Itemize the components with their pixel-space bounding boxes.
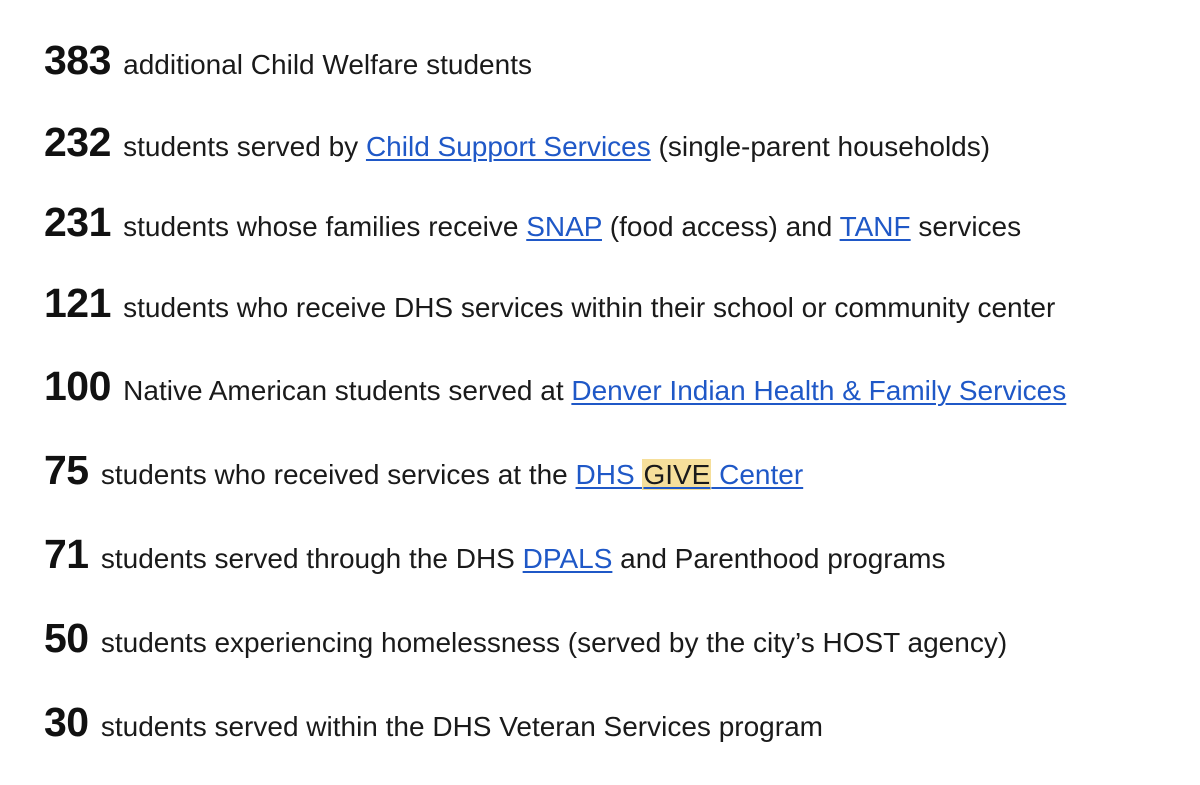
stat-number: 231 bbox=[44, 199, 111, 245]
stat-row bbox=[44, 37, 532, 83]
stat-number: 71 bbox=[44, 531, 89, 577]
service-link[interactable] bbox=[366, 131, 651, 162]
stat-number: 50 bbox=[44, 615, 89, 661]
description-text: students served by bbox=[115, 131, 366, 162]
stat-row bbox=[44, 199, 1022, 245]
description-text: students who receive DHS services within their school or community center bbox=[115, 292, 1056, 323]
stat-number: 121 bbox=[44, 280, 111, 326]
service-link[interactable] bbox=[526, 211, 602, 242]
stat-row bbox=[44, 280, 1056, 326]
stat-description bbox=[93, 627, 1007, 658]
highlighted-link-text: GIVE bbox=[643, 459, 711, 490]
stat-description bbox=[115, 292, 1055, 323]
service-link[interactable] bbox=[571, 375, 1066, 406]
description-text: students who received services at the bbox=[93, 459, 576, 490]
description-text: Native American students served at bbox=[115, 375, 572, 406]
description-text: (single-parent households) bbox=[650, 131, 991, 162]
stat-description bbox=[93, 711, 823, 742]
description-text: students experiencing homelessness (served by the city’s HOST agency) bbox=[93, 627, 1008, 658]
stat-description bbox=[115, 375, 1066, 406]
stat-number: 232 bbox=[44, 119, 111, 165]
stat-number: 100 bbox=[44, 363, 111, 409]
stat-description bbox=[93, 543, 945, 574]
stat-number: 75 bbox=[44, 447, 89, 493]
link-text: DHS bbox=[575, 459, 643, 490]
service-link[interactable] bbox=[840, 211, 911, 242]
link-text: Child Support Services bbox=[365, 131, 651, 162]
description-text: students served through the DHS bbox=[93, 543, 523, 574]
stat-description bbox=[115, 211, 1021, 242]
stat-number: 383 bbox=[44, 37, 111, 83]
description-text: students whose families receive bbox=[115, 211, 527, 242]
description-text: services bbox=[910, 211, 1022, 242]
description-text: (food access) and bbox=[601, 211, 840, 242]
stat-description bbox=[115, 131, 990, 162]
service-link[interactable] bbox=[523, 543, 613, 574]
description-text: students served within the DHS Veteran Services program bbox=[93, 711, 823, 742]
link-text: Center bbox=[711, 459, 804, 490]
description-text: and Parenthood programs bbox=[612, 543, 946, 574]
description-text: additional Child Welfare students bbox=[115, 49, 532, 80]
link-text: TANF bbox=[839, 211, 911, 242]
stat-row bbox=[44, 119, 991, 165]
service-link[interactable] bbox=[576, 459, 804, 490]
link-text: DPALS bbox=[522, 543, 613, 574]
stat-description bbox=[93, 459, 803, 490]
stat-row bbox=[44, 447, 804, 493]
stat-row bbox=[44, 531, 946, 577]
stat-number: 30 bbox=[44, 699, 89, 745]
stat-description bbox=[115, 49, 532, 80]
link-text: SNAP bbox=[526, 211, 602, 242]
stat-row bbox=[44, 699, 823, 745]
stat-row bbox=[44, 363, 1067, 409]
stat-row bbox=[44, 615, 1008, 661]
link-text: Denver Indian Health & Family Services bbox=[571, 375, 1067, 406]
